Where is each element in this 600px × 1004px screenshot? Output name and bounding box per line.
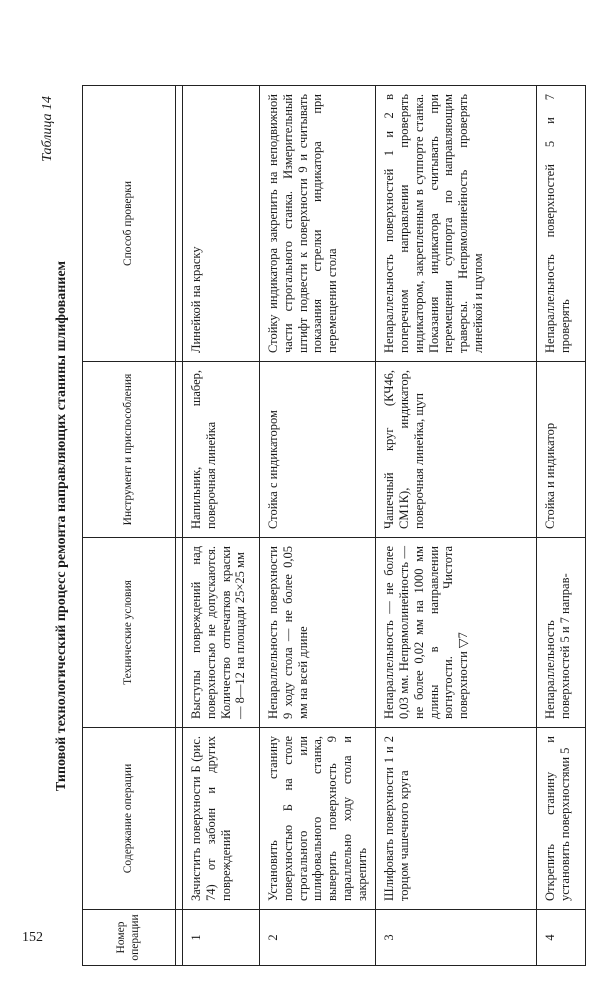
cell-conditions: Непараллельность поверхностей 5 и 7 направ- [537, 538, 586, 728]
cell-number: 1 [183, 910, 260, 966]
cell-tools: Стойка и индикатор [537, 362, 586, 538]
cell-check: Стойку индикатора закрепить на неподвижной части строгального станка. Измерительный штифт подвести к поверхности 9 и считывать показания стрелки индикатора при перемещении стола [260, 86, 376, 362]
cell-check: Линейкой на краску [183, 86, 260, 362]
table-header-row [83, 86, 176, 966]
cell-content: Шлифовать поверхности 1 и 2 торцом чашечного круга [376, 728, 537, 910]
header-check-method: Способ проверки [83, 86, 176, 362]
cell-content: Зачистить поверхности Б (рис. 74) от забоин и других повреждений [183, 728, 260, 910]
table-title: Типовой технологический процесс ремонта направляющих станины шлифованием [54, 260, 69, 792]
header-tools: Инструмент и приспособления [83, 362, 176, 538]
page-number: 152 [22, 930, 43, 945]
cell-conditions: Выступы повреждений над поверхностью не допускаются. Количество отпечатков краски — 8—12 на площади 25×25 мм [183, 538, 260, 728]
header-operation-content: Содержание операции [83, 728, 176, 910]
cell-tools: Стойка с индикатором [260, 362, 376, 538]
cell-content: Открепить станину и установить поверхностями 5 [537, 728, 586, 910]
table-label: Таблица 14 [40, 96, 55, 162]
table-row [183, 86, 260, 966]
cell-tools: Чашечный круг (КЧ46, СМ1К), индикатор, поверочная линейка, щуп [376, 362, 537, 538]
header-operation-number: Номер операции [83, 910, 176, 966]
cell-number: 4 [537, 910, 586, 966]
cell-number: 2 [260, 910, 376, 966]
rotated-page-content [40, 86, 580, 966]
table-row [376, 86, 537, 966]
cell-conditions: Непараллельность поверхности 9 ходу стола — не более 0,05 мм на всей длине [260, 538, 376, 728]
table-spacer-row [176, 86, 183, 966]
table-row [260, 86, 376, 966]
cell-conditions: Непараллельность — не более 0,03 мм. Непрямолинейность — не более 0,02 мм на 1000 мм длины в направлении вогнутости. Чистота поверхности ▽7 [376, 538, 537, 728]
table-row [537, 86, 586, 966]
operations-table [82, 85, 586, 966]
cell-tools: Напильник, шабер, поверочная линейка [183, 362, 260, 538]
cell-number: 3 [376, 910, 537, 966]
cell-content: Установить станину поверхностью Б на столе строгального или шлифовального станка, выверить поверхность 9 параллельно ходу стола и закрепить [260, 728, 376, 910]
cell-check: Непараллельность поверхностей 1 и 2 в поперечном направлении проверять индикатором, закрепленным в суппорте станка. Показания индикатора считывать при перемещении суппорта по направляющим траверсы. Непрямолинейность проверять линейкой и щупом [376, 86, 537, 362]
header-technical-conditions: Технические условия [83, 538, 176, 728]
cell-check: Непараллельность поверхностей 5 и 7 проверять [537, 86, 586, 362]
